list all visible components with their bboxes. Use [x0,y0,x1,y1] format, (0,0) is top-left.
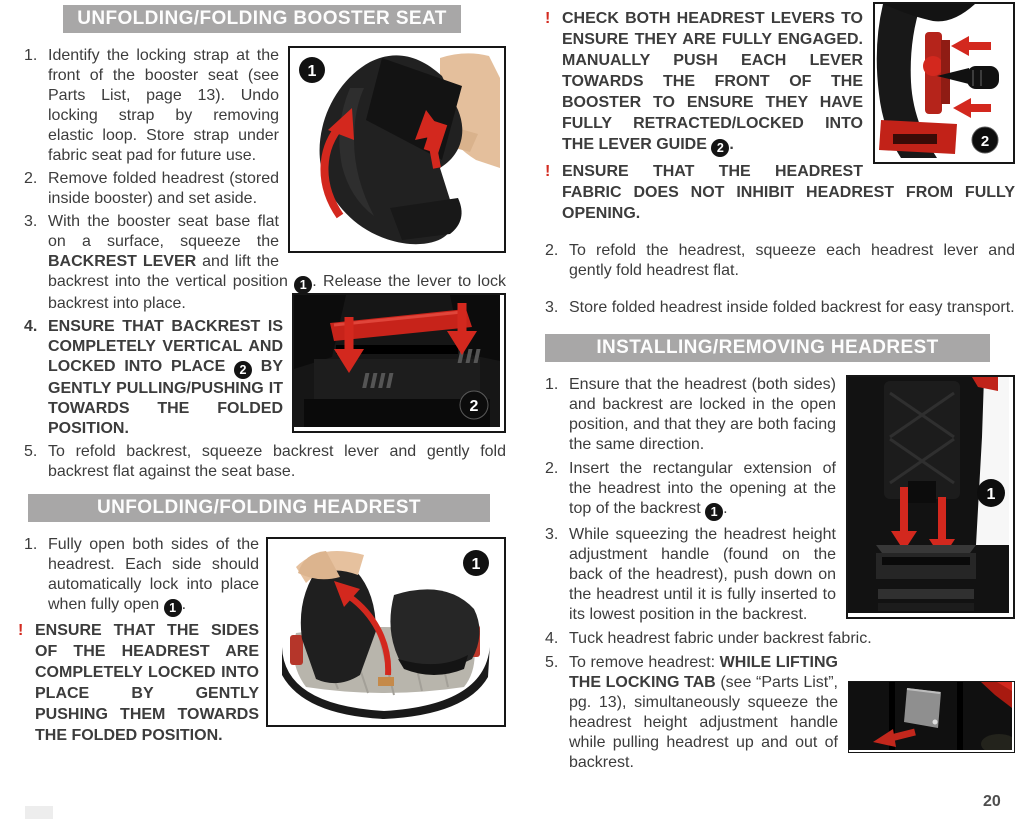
right-column [545,0,1015,777]
warning-item [545,161,1015,224]
step-text-bold: WHILE LIFTING THE LOCKING TAB [569,654,838,691]
figure-badge: 1 [307,63,317,80]
warning-text: ENSURE THAT THE HEADREST FABRIC DOES NOT INHIBIT HEADREST FROM FULLY OPENING. [562,163,1015,222]
figure-badge: 1 [471,556,481,573]
step-text: To remove headrest: [569,654,720,671]
step-number: 2. [24,170,38,187]
figure-badge: 2 [469,398,479,415]
step-item [18,442,506,482]
inline-badge: 1 [294,276,312,294]
step-item [545,629,1015,649]
warning-text: . [729,136,734,153]
scan-edge-artifact [25,806,53,819]
step-text: . [723,500,728,517]
warning-item [18,620,506,746]
step-text: To refold backrest, squeeze backrest lever and gently fold backrest flat against the seat base. [48,443,506,480]
step-item [545,525,1015,625]
warning-text: ENSURE THAT THE SIDES OF THE HEADREST ARE COMPLETELY LOCKED INTO PLACE BY GENTLY PUSHING THEM TOWARDS THE FOLDED POSITION. [35,622,259,744]
step-item [545,375,1015,455]
warning-exclamation: ! [545,10,551,27]
step-item [18,535,506,617]
step-number: 3. [545,299,559,316]
step-number: 1. [545,376,559,393]
left-column [18,0,506,750]
step-text: With the booster seat base flat on a surface, squeeze the [48,213,279,250]
warning-exclamation: ! [545,163,551,180]
step-item [18,317,506,439]
warning-item [545,8,1015,157]
figure-badge: 2 [980,133,990,150]
figure-badge: 1 [986,486,996,503]
step-text: Insert the rectangular extension of the headrest into the opening at the top of the backrest [569,460,836,517]
step-text: ENSURE THAT BACKREST IS COMPLETELY VERTICAL AND LOCKED INTO PLACE [48,318,283,375]
step-text: . Release the lever to lock backrest into place. [48,273,507,312]
step-item [18,212,506,314]
step-text: and lift the backrest into the vertical position [48,253,295,290]
inline-badge: 2 [711,139,729,157]
inline-badge: 1 [164,599,182,617]
step-text: Ensure that the headrest (both sides) and backrest are locked in the open position, and that they are both facing the same direction. [569,376,836,453]
step-number: 5. [24,443,38,460]
step-text-bold: BACKREST LEVER [48,253,197,270]
step-item [545,298,1015,318]
step-item [545,241,1015,281]
step-number: 4. [24,318,38,335]
step-text: Store folded headrest inside folded backrest for easy transport. [569,299,1015,316]
section-header-unfolding-booster: UNFOLDING/FOLDING BOOSTER SEAT [63,5,461,33]
step-number: 3. [545,526,559,543]
step-item [18,169,506,209]
step-item [545,459,1015,521]
step-text: . [181,596,187,613]
step-number: 4. [545,630,559,647]
section-header-unfolding-headrest: UNFOLDING/FOLDING HEADREST [28,494,490,522]
step-text: Fully open both sides of the headrest. Each side should automatically lock into place when fully open [48,536,259,613]
warning-exclamation: ! [18,622,24,639]
step-text: While squeezing the headrest height adjustment handle (found on the back of the headrest), push down on the headrest until it is fully inserted to its lowest position in the backrest. [569,526,836,623]
step-text: To refold the headrest, squeeze each headrest lever and gently fold headrest flat. [569,242,1015,279]
section-header-installing-headrest: INSTALLING/REMOVING HEADREST [545,334,990,362]
inline-badge: 2 [234,361,252,379]
step-number: 2. [545,460,559,477]
step-text: (see “Parts List”, pg. 13), simultaneously squeeze the headrest height adjustment handle while pulling headrest up and out of backrest. [569,674,839,771]
step-number: 3. [24,213,38,230]
step-item [545,653,1015,773]
step-number: 1. [24,47,38,64]
step-number: 5. [545,654,559,671]
step-text: Identify the locking strap at the front of the booster seat (see Parts List, page 13). Undo locking strap by removing elastic loop. Store strap under fabric seat pad for future use. [48,47,279,164]
inline-badge: 1 [705,503,723,521]
step-text: BY GENTLY PULLING/​PUSHING IT TOWARDS THE FOLDED POSITION. [48,358,284,437]
step-item [18,46,506,166]
step-text: Tuck headrest fabric under backrest fabric. [569,630,872,647]
warning-text: CHECK BOTH HEADREST LEVERS TO ENSURE THEY ARE FULLY ENGAGED. MANUALLY PUSH EACH LEVER TOWARDS THE FRONT OF THE BOOSTER TO ENSURE THEY HAVE FULLY RETRACTED/LOCKED INTO THE LEVER GUIDE [562,10,863,153]
page-number: 20 [983,793,1001,810]
step-number: 1. [24,536,38,553]
step-text: Remove folded headrest (stored inside booster) and set aside. [48,170,279,207]
step-number: 2. [545,242,559,259]
